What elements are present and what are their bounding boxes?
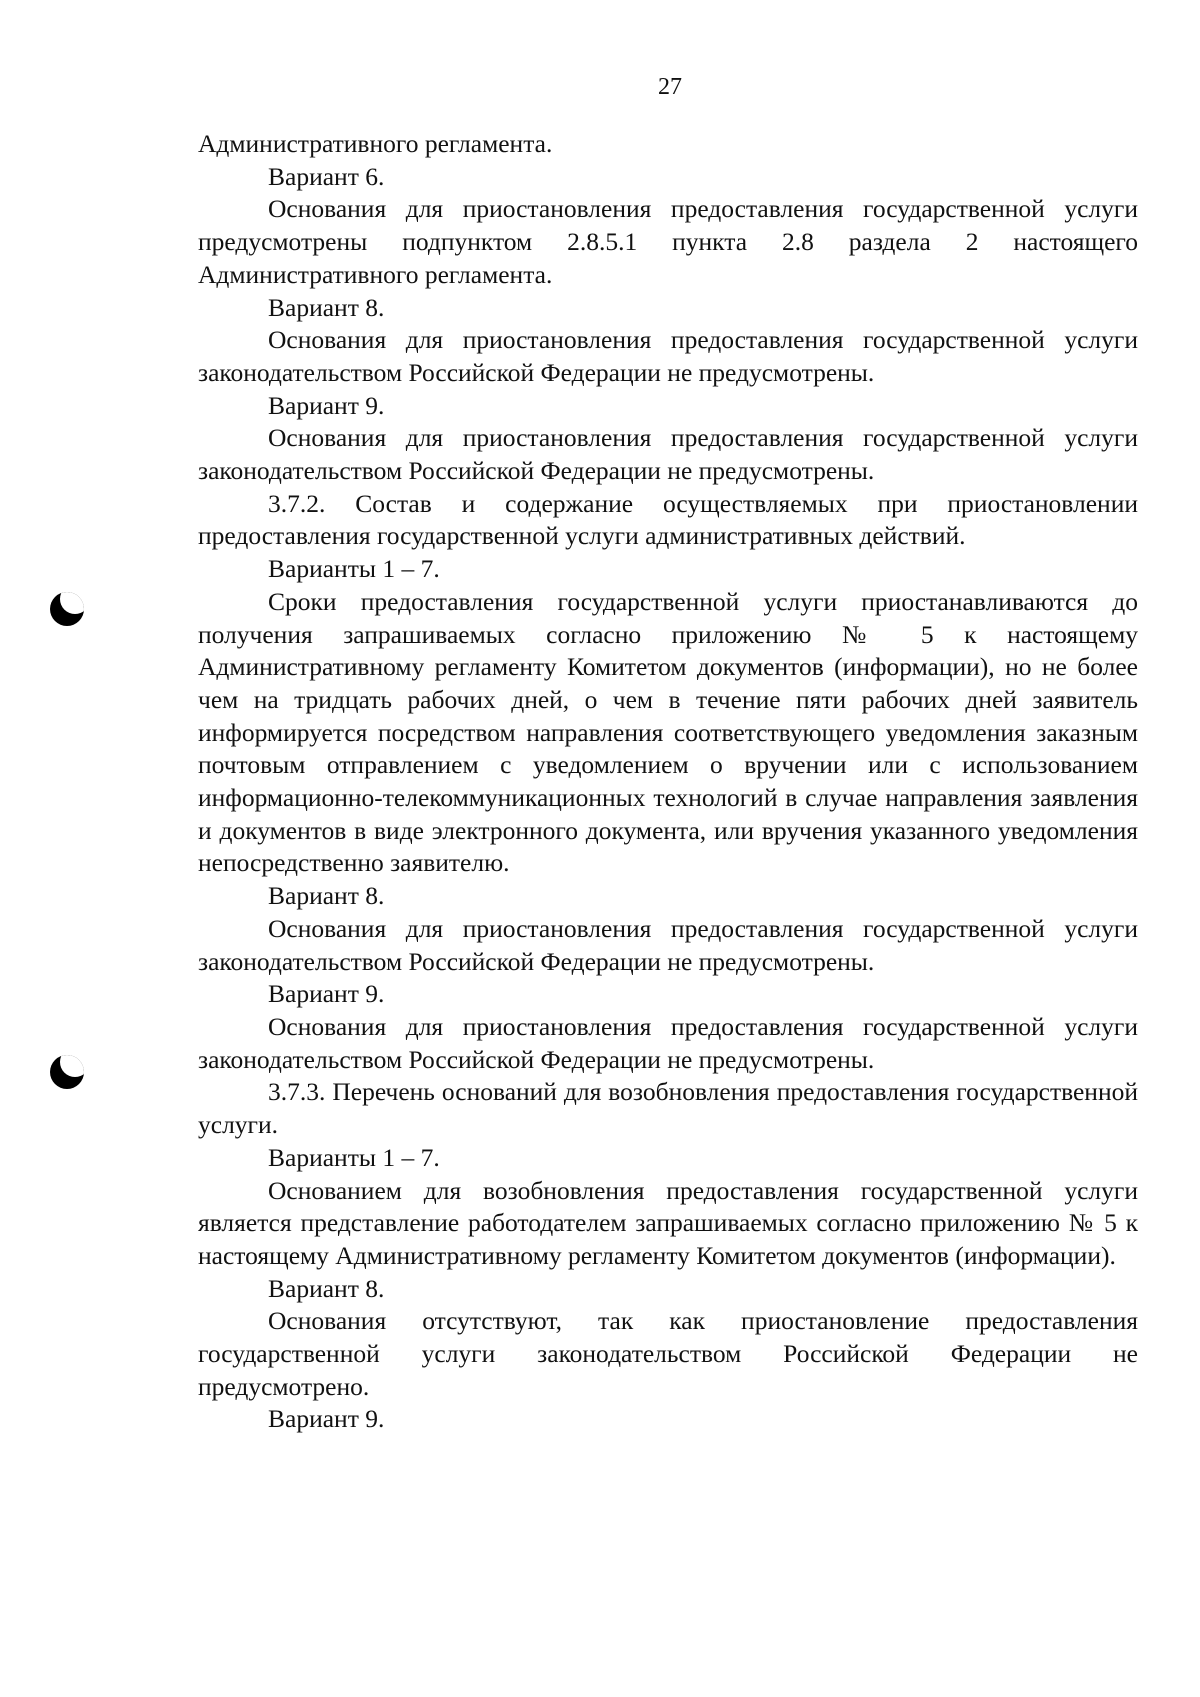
variant-heading: Вариант 9. <box>268 1404 385 1434</box>
variant-heading: Вариант 8. <box>268 881 385 911</box>
page-number: 27 <box>658 74 682 100</box>
punch-hole-mark-bottom <box>50 1055 84 1089</box>
variant-heading: Вариант 8. <box>268 292 385 322</box>
paragraph: Основания для приостановления предоставления государственной услуги законодательством Российской Федерации не предусмотрены. <box>198 423 1138 486</box>
variant-heading: Вариант 9. <box>268 979 385 1009</box>
variant-heading: Вариант 6. <box>268 161 385 191</box>
section-heading: 3.7.2. Состав и содержание осуществляемых при приостановлении предоставления государственной услуги административных действий. <box>198 488 1138 551</box>
paragraph: Сроки предоставления государственной услуги приостанавливаются до получения запрашиваемых согласно приложению № 5 к настоящему Административному регламенту Комитетом документов (информации), но не более чем на тридцать рабочих дней, о чем в течение пяти рабочих дней заявитель информируется посредством направления соответствующего уведомления заказным почтовым отправлением с уведомлением о вручении или с использованием информационно-телекоммуникационных технологий в случае направления заявления и документов в виде электронного документа, или вручения указанного уведомления непосредственно заявителю. <box>198 586 1138 878</box>
paragraph: Основания для приостановления предоставления государственной услуги законодательством Российской Федерации не предусмотрены. <box>198 325 1138 387</box>
paragraph: Основания отсутствуют, так как приостановление предоставления государственной услуги законодательством Российской Федерации не предусмотрено. <box>198 1306 1138 1401</box>
variant-heading: Вариант 9. <box>268 390 385 420</box>
paragraph: Основания для приостановления предоставления государственной услуги законодательством Российской Федерации не предусмотрены. <box>198 913 1138 976</box>
variant-heading: Вариант 8. <box>268 1273 385 1303</box>
paragraph: Основанием для возобновления предоставления государственной услуги является представление работодателем запрашиваемых согласно приложению № 5 к настоящему Административному регламенту Комитетом документов (информации). <box>198 1175 1138 1270</box>
document-body <box>198 128 1138 1436</box>
paragraph: Административного регламента. <box>198 129 553 158</box>
paragraph: Основания для приостановления предоставления государственной услуги предусмотрены подпунктом 2.8.5.1 пункта 2.8 раздела 2 настоящего Административного регламента. <box>198 194 1138 289</box>
punch-hole-mark-top <box>50 592 84 626</box>
variant-heading: Варианты 1 – 7. <box>268 554 440 584</box>
paragraph: Основания для приостановления предоставления государственной услуги законодательством Российской Федерации не предусмотрены. <box>198 1011 1138 1074</box>
section-heading: 3.7.3. Перечень оснований для возобновления предоставления государственной услуги. <box>198 1077 1138 1140</box>
variant-heading: Варианты 1 – 7. <box>268 1142 440 1172</box>
